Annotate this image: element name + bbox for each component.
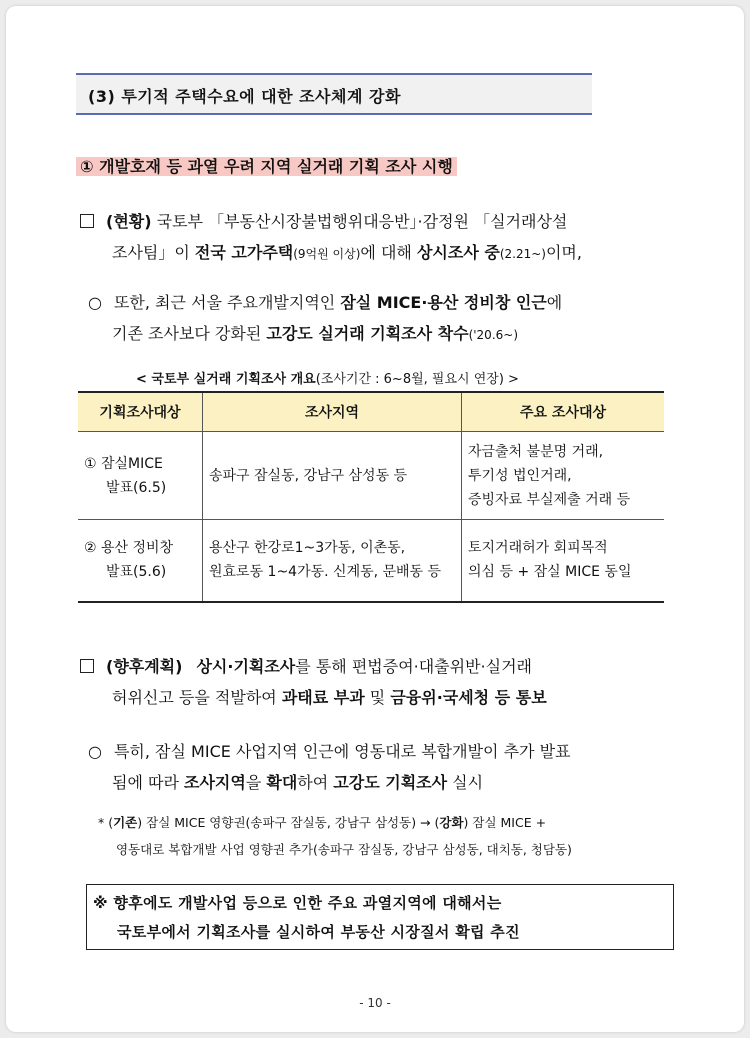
col-header-target: 기획조사대상 bbox=[78, 392, 203, 432]
note-line-2: 영동대로 복합개발 사업 영향권 추가(송파구 잠실동, 강남구 삼성동, 대치동, 청담동) bbox=[116, 842, 572, 857]
especially-line-2: 됨에 따라 조사지역을 확대하여 고강도 기획조사 실시 bbox=[112, 773, 484, 792]
table-row bbox=[78, 432, 664, 520]
table-cell-target: ① 잠실MICE 발표(6.5) bbox=[78, 432, 203, 520]
survey-table bbox=[78, 391, 664, 603]
also-line-1: ○ 또한, 최근 서울 주요개발지역인 잠실 MICE·용산 정비창 인근에 bbox=[88, 293, 563, 312]
also-line-2: 기존 조사보다 강화된 고강도 실거래 기획조사 착수('20.6~) bbox=[112, 324, 518, 343]
table-cell-subject: 자금출처 불분명 거래, 투기성 법인거래, 증빙자료 부실제출 거래 등 bbox=[462, 432, 665, 520]
table-cell-region: 송파구 잠실동, 강남구 삼성동 등 bbox=[203, 432, 462, 520]
notice-line-1: ※ 향후에도 개발사업 등으로 인한 주요 과열지역에 대해서는 bbox=[93, 894, 502, 912]
page-number: - 10 - bbox=[359, 996, 391, 1010]
current-line-1: (현황) 국토부 「부동산시장불법행위대응반」·감정원 「실거래상설 bbox=[80, 209, 567, 232]
table-cell-subject: 토지거래허가 회피목적 의심 등 + 잠실 MICE 동일 bbox=[462, 520, 665, 602]
plan-line-2: 허위신고 등을 적발하여 과태료 부과 및 금융위·국세청 등 통보 bbox=[112, 688, 547, 707]
circle-bullet: ○ bbox=[88, 293, 102, 312]
col-header-region: 조사지역 bbox=[203, 392, 462, 432]
table-row bbox=[78, 520, 664, 602]
circle-bullet: ○ bbox=[88, 742, 102, 761]
checkbox-square-icon bbox=[80, 214, 94, 228]
table-header-row bbox=[78, 392, 664, 432]
checkbox-square-icon bbox=[80, 659, 94, 673]
current-line-2: 조사팀」이 전국 고가주택(9억원 이상)에 대해 상시조사 중(2.21~)이며, bbox=[112, 243, 582, 262]
notice-box bbox=[86, 884, 674, 950]
document-page bbox=[6, 6, 744, 1032]
especially-line-1: ○ 특히, 잠실 MICE 사업지역 인근에 영동대로 복합개발이 추가 발표 bbox=[88, 742, 571, 761]
table-cell-region: 용산구 한강로1~3가동, 이촌동, 원효로동 1~4가동. 신계동, 문배동 등 bbox=[203, 520, 462, 602]
notice-line-2: 국토부에서 기획조사를 실시하여 부동산 시장질서 확립 추진 bbox=[117, 923, 520, 941]
section-heading-box bbox=[76, 73, 592, 115]
table-caption: < 국토부 실거래 기획조사 개요(조사기간 : 6~8월, 필요시 연장) > bbox=[136, 372, 519, 387]
table-cell-target: ② 용산 정비창 발표(5.6) bbox=[78, 520, 203, 602]
subsection-title: ① 개발호재 등 과열 우려 지역 실거래 기획 조사 시행 bbox=[76, 154, 457, 177]
col-header-subject: 주요 조사대상 bbox=[462, 392, 665, 432]
section-title: (3) 투기적 주택수요에 대한 조사체계 강화 bbox=[88, 87, 401, 106]
plan-line-1: (향후계획) 상시·기획조사를 통해 편법증여·대출위반·실거래 bbox=[80, 654, 532, 677]
note-line-1: * (기존) 잠실 MICE 영향권(송파구 잠실동, 강남구 삼성동) → (강화) 잠실 MICE + bbox=[98, 815, 547, 830]
